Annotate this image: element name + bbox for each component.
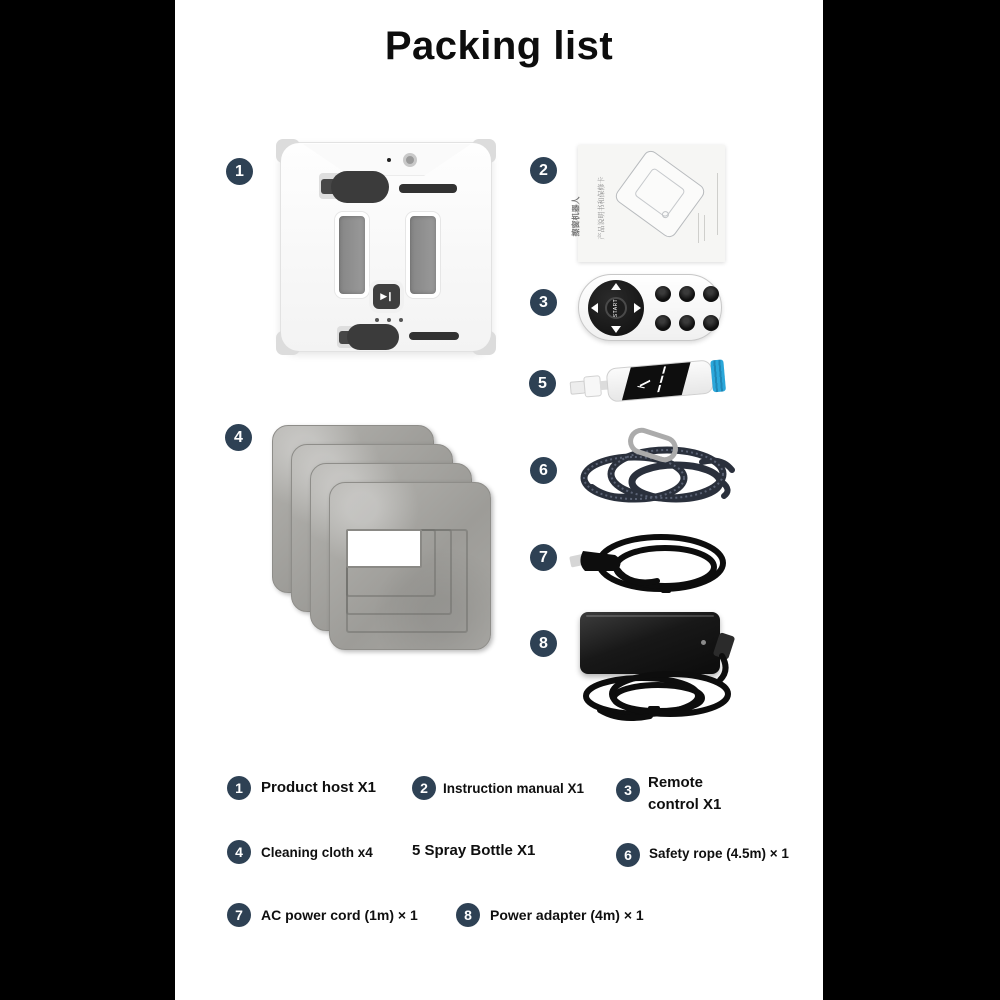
robot-sensor-dot-icon (387, 158, 391, 162)
diagram-badge-4: 4 (225, 424, 252, 451)
legend-badge-6: 6 (616, 843, 640, 867)
power-adapter-brick (580, 612, 720, 674)
spray-bottle-body (606, 359, 715, 402)
diagram-badge-6: 6 (530, 457, 557, 484)
remote-button (703, 315, 719, 331)
robot-left-track (335, 212, 369, 298)
manual-title-text: 擦窗机器人 (571, 196, 581, 237)
robot-indicator-dot (375, 318, 379, 322)
product-host-image (280, 142, 492, 352)
spray-bottle-cap (710, 359, 726, 392)
robot-top-nozzle (331, 171, 389, 203)
play-pause-button-icon: ▶❙ (373, 284, 400, 309)
spray-bottle-label (620, 359, 692, 402)
manual-robot-drawing (613, 148, 708, 240)
remote-control-image (578, 274, 722, 341)
manual-fine-text-line (704, 215, 705, 241)
legend-badge-7: 7 (227, 903, 251, 927)
robot-bottom-slot (409, 332, 459, 340)
start-button (605, 297, 627, 319)
robot-shell (281, 143, 491, 351)
arrow-left-icon (591, 303, 598, 313)
arrow-down-icon (611, 326, 621, 333)
legend-label-product-host: Product host X1 (261, 779, 377, 796)
remote-button (679, 315, 695, 331)
legend-label-ac-power-cord: AC power cord (1m) × 1 (261, 907, 418, 923)
diagram-badge-5: 5 (529, 370, 556, 397)
legend-label-power-adapter: Power adapter (4m) × 1 (490, 907, 644, 923)
arrow-up-icon (611, 283, 621, 290)
remote-dpad (588, 280, 644, 336)
remote-button (655, 286, 671, 302)
manual-subtitle-text: 产品说明书和保修卡 (598, 176, 606, 240)
legend-label-safety-rope: Safety rope (4.5m) × 1 (649, 846, 789, 861)
legend-label-instruction-manual: Instruction manual X1 (443, 781, 585, 796)
safety-rope-image (572, 432, 742, 512)
cleaning-cloth-image (329, 482, 491, 650)
legend-label-remote-control: Remote control X1 (648, 774, 722, 813)
robot-indicator-dot (387, 318, 391, 322)
manual-fine-text-line (698, 213, 699, 243)
ac-power-cord-image (565, 525, 730, 605)
adapter-led-icon (701, 640, 706, 645)
robot-bottom-nozzle (347, 324, 399, 350)
diagram-badge-2: 2 (530, 157, 557, 184)
diagram-badge-3: 3 (530, 289, 557, 316)
legend-label-spray-bottle: 5 Spray Bottle X1 (412, 842, 536, 859)
legend-badge-3: 3 (616, 778, 640, 802)
robot-indicator-dot (399, 318, 403, 322)
arrow-right-icon (634, 303, 641, 313)
legend-badge-4: 4 (227, 840, 251, 864)
start-button-label: START (613, 298, 619, 318)
legend-badge-1: 1 (227, 776, 251, 800)
manual-fine-text-line (717, 173, 718, 235)
cloth-window-hole (346, 529, 422, 568)
legend-badge-8: 8 (456, 903, 480, 927)
plug-body (580, 551, 620, 571)
legend-badge-2: 2 (412, 776, 436, 800)
manual-robot-drawing-inner (634, 167, 686, 218)
diagram-badge-8: 8 (530, 630, 557, 657)
instruction-manual-image (571, 145, 725, 262)
robot-right-track (406, 212, 440, 298)
robot-camera-icon (403, 153, 417, 167)
robot-top-slot (399, 184, 457, 193)
diagram-badge-1: 1 (226, 158, 253, 185)
robot-top-recess (303, 144, 471, 176)
remote-button (679, 286, 695, 302)
diagram-badge-7: 7 (530, 544, 557, 571)
adapter-cable-coil (570, 666, 745, 728)
page-title: Packing list (384, 24, 614, 68)
legend-label-cleaning-cloth: Cleaning cloth x4 (261, 845, 373, 860)
remote-button (703, 286, 719, 302)
remote-button (655, 315, 671, 331)
